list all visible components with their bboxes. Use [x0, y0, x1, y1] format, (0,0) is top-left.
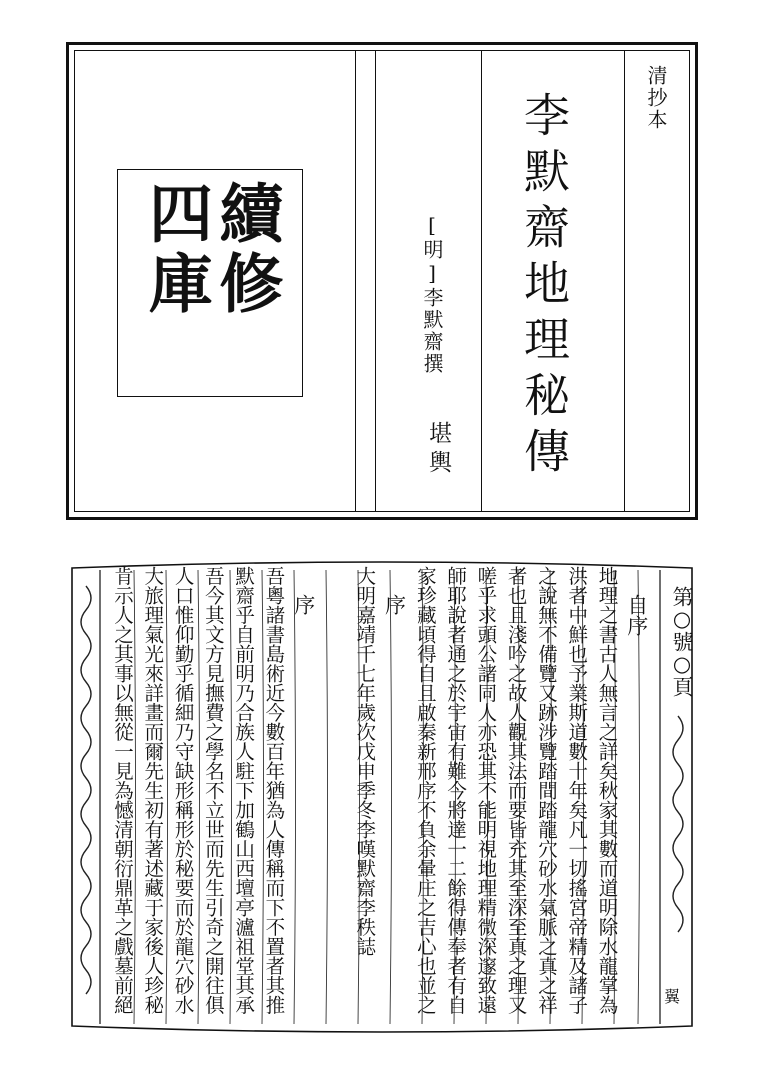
preface-column: 序 — [382, 594, 407, 615]
series-seal-text — [118, 180, 302, 386]
preface-column: 序 — [291, 594, 316, 615]
preface-text-columns — [110, 566, 650, 1026]
preface-column: 人口惟仰勤乎循細乃守缺形稱形於秘要而於龍穴砂水 — [171, 566, 195, 1015]
preface-column: 師耶說者通之於宇宙有難今將達一二餘得傳奉者有自 — [444, 566, 468, 1015]
preface-column: 者也且淺吟之故人觀其法而要皆充其至深至真之理又 — [504, 566, 528, 1015]
preface-column: 肯示人之其事以無從一見為憾清朝衍鼎革之戲墓前絕 — [111, 566, 134, 1015]
preface-column — [322, 566, 347, 1018]
preface-column: 吾粵諸書島術近今數百年猶為人傳稱而下不置者其推 — [262, 566, 286, 1015]
series-seal-label: 續修四庫 — [138, 180, 284, 320]
column-divider — [624, 50, 625, 512]
series-seal — [117, 169, 303, 397]
preface-column: 家珍藏頃得自且啟秦新邢序不負余暈庄之吉心也並之 — [413, 566, 437, 1015]
page-number: 第○號○頁 — [670, 586, 694, 697]
book-title: 李默齋地理秘傳 — [517, 91, 571, 483]
column-divider — [375, 50, 376, 512]
bottom-mark: 翼 — [664, 987, 681, 1006]
preface-column: 洪者中鮮也予業斯道數十年矣凡一切搖宮帝精及諸子 — [565, 566, 589, 1015]
preface-column: 大明嘉靖千七年歲次戊申季冬李嘆默齋李秩誌 — [353, 566, 377, 956]
column-divider — [355, 50, 356, 512]
manuscript-page — [66, 556, 698, 1038]
preface-column: 大旅理氣光來詳畫而爾先生初有著述藏于家後人珍秘 — [141, 566, 165, 1015]
preface-column: 自序 — [624, 594, 649, 636]
preface-column: 吾今其文方見撫費之學名不立世而先生引奇之開往俱 — [201, 566, 225, 1015]
preface-column: 嗟乎求頭公諸同人亦恐其不能明視地理精微深邃致遠 — [474, 566, 498, 1015]
edition-note: 清抄本 — [644, 65, 668, 131]
preface-column: 默齋乎自前明乃合族人駐下加鶴山西壇亭瀘祖堂其承 — [232, 566, 256, 1015]
title-page — [66, 42, 698, 520]
column-divider — [481, 50, 482, 512]
preface-column: 之說無不備覽又跡涉覽踏間踏龍穴砂水氣脈之真之祥 — [534, 566, 558, 1015]
author-line: [明]李默齋撰 — [420, 213, 444, 375]
preface-column: 地理之書古人無言之詳矣秋家其數而道明除水龍掌為 — [595, 566, 619, 1015]
category-label: 堪輿 — [425, 421, 451, 479]
